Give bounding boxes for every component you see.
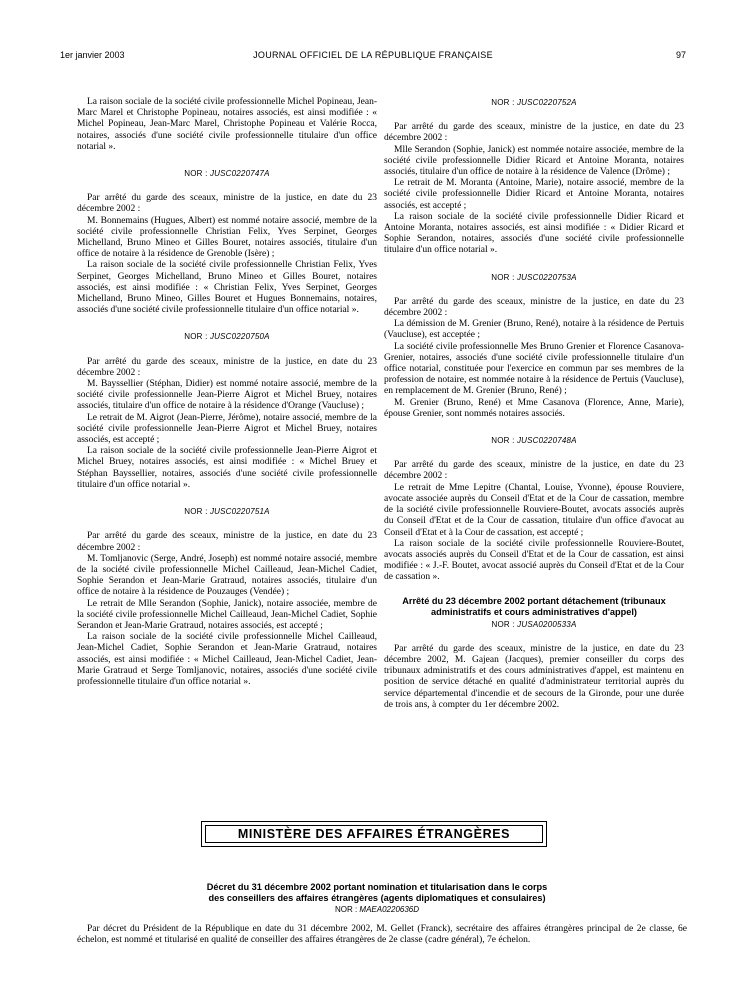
nor-code: JUSC0220752A bbox=[516, 98, 577, 107]
paragraph: Mlle Serandon (Sophie, Janick) est nommée notaire associée, membre de la société civile professionnelle Didier Ricard et Antoine Moranta, notaires associés, titulaire d'un office de notaire à la résidence de Valence (Drôme) ; bbox=[384, 144, 684, 178]
nor-reference: NOR : MAEA0220636D bbox=[334, 905, 420, 914]
nor-reference: NOR : JUSC0220752A bbox=[491, 98, 577, 107]
arrete-heading: Arrêté du 23 décembre 2002 portant détachement (tribunaux administratifs et cours administratives d'appel) bbox=[402, 595, 666, 617]
nor-reference: NOR : JUSC0220753A bbox=[491, 272, 577, 282]
paragraph: M. Bayssellier (Stéphan, Didier) est nommé notaire associé, membre de la société civile professionnelle Jean-Pierre Aigrot et Michel Bruey, notaires associés, titulaire d'un office de notaire à la résidence d'Orange (Vaucluse) ; bbox=[77, 379, 377, 412]
nor-reference: NOR : JUSC0220747A bbox=[184, 169, 270, 179]
page-header bbox=[60, 50, 686, 64]
decree-title-line: des conseillers des affaires étrangères (agents diplomatiques et consulaires) bbox=[208, 893, 546, 903]
paragraph: Le retrait de M. Moranta (Antoine, Marie), notaire associé, membre de la société civile professionnelle Didier Ricard et Antoine Moranta, notaires associés, est accepté ; bbox=[384, 178, 684, 211]
paragraph: La raison sociale de la société civile professionnelle Didier Ricard et Antoine Moranta, notaires associés, est ainsi modifiée : « Didier Ricard et Sophie Serandon, notaires, associés d'une société civile professionnelle titulaire d'un office notarial ». bbox=[384, 211, 684, 256]
page-number: 97 bbox=[675, 50, 686, 60]
nor-code: JUSA0200533A bbox=[517, 619, 577, 629]
paragraph: Par arrêté du garde des sceaux, ministre de la justice, en date du 23 décembre 2002 : bbox=[77, 193, 377, 215]
paragraph: La démission de M. Grenier (Bruno, René), notaire à la résidence de Pertuis (Vaucluse), est acceptée ; bbox=[384, 319, 684, 341]
paragraph: Par arrêté du garde des sceaux, ministre de la justice, en date du 23 décembre 2002 : bbox=[384, 296, 684, 319]
nor-code: JUSC0220753A bbox=[516, 272, 577, 282]
ministry-heading: MINISTÈRE DES AFFAIRES ÉTRANGÈRES bbox=[205, 825, 543, 843]
nor-code: MAEA0220636D bbox=[359, 905, 420, 914]
paragraph: La raison sociale de la société civile professionnelle Michel Popineau, Jean-Marc Marel et Christophe Popineau, notaires associés, est ainsi modifiée : « Michel Popineau, Jean-Marc Marel, Christophe Popineau et Valérie Rocca, notaires, associés d'une société civile professionnelle titulaire d'un office notarial ». bbox=[77, 97, 377, 152]
right-column bbox=[384, 97, 684, 711]
nor-code: JUSC0220747A bbox=[209, 169, 270, 179]
paragraph: La société civile professionnelle Mes Bruno Grenier et Florence Casanova-Grenier, notaires, associés d'une société civile professionnelle titulaire d'un office notarial, constituée pour l'exercice en commun par ses membres de la profession de notaire, est nommée notaire à la résidence de Pertuis (Vaucluse), en remplacement de M. Grenier (Bruno, René) ; bbox=[384, 341, 684, 397]
paragraph: M. Tomljanovic (Serge, André, Joseph) est nommé notaire associé, membre de la société civile professionnelle Michel Cailleaud, Jean-Michel Cadiet, Sophie Serandon et Jean-Marie Gratraud, notaires associés, titulaire d'un office de notaire à la résidence de Pouzauges (Vendée) ; bbox=[77, 553, 377, 598]
paragraph: Par arrêté du garde des sceaux, ministre de la justice, en date du 23 décembre 2002, M. Gajean (Jacques), premier conseiller du corps des tribunaux administratifs et des cours administratives d'appel, est maintenu en position de service détaché en qualité d'administrateur territorial auprès du service départemental d'incendie et de secours de la Gironde, pour une durée de trois ans, à compter du 1er décembre 2002. bbox=[384, 643, 684, 710]
nor-reference: NOR : JUSC0220751A bbox=[184, 507, 270, 517]
paragraph: La raison sociale de la société civile professionnelle Michel Cailleaud, Jean-Michel Cadiet, Sophie Serandon et Jean-Marie Gratraud, notaires associés, est ainsi modifiée : « Michel Cailleaud, Jean-Michel Cadiet, Jean-Marie Gratraud et Serge Tomljanovic, notaires, associés d'une société civile professionnelle titulaire d'un office notarial ». bbox=[77, 632, 377, 687]
ministry-heading-box bbox=[201, 821, 547, 847]
left-column bbox=[77, 97, 377, 688]
paragraph: La raison sociale de la société civile professionnelle Rouviere-Boutet, avocats associés auprès du Conseil d'Etat et de la Cour de cassation, est ainsi modifiée : « J.-F. Boutet, avocat associé auprès du Conseil d'Etat et de la Cour de cassation ». bbox=[384, 538, 684, 583]
decree-title bbox=[77, 882, 677, 904]
journal-title: JOURNAL OFFICIEL DE LA RÉPUBLIQUE FRANÇAISE bbox=[253, 50, 493, 60]
paragraph: Le retrait de M. Aigrot (Jean-Pierre, Jérôme), notaire associé, membre de la société civile professionnelle Jean-Pierre Aigrot et Michel Bruey, notaires associés, est accepté ; bbox=[77, 412, 377, 446]
paragraph: Le retrait de Mme Lepitre (Chantal, Louise, Yvonne), épouse Rouviere, avocate associée auprès du Conseil d'Etat et de la Cour de cassation, membre de la société civile professionnelle Rouviere-Boutet, avocats associés auprès du Conseil d'Etat et de la Cour de cassation, titulaire d'un office d'avocat au Conseil d'Etat et à la Cour de cassation, est accepté ; bbox=[384, 482, 684, 538]
nor-code: JUSC0220750A bbox=[209, 332, 270, 342]
paragraph: Par décret du Président de la République en date du 31 décembre 2002, M. Gellet (Franck), secrétaire des affaires étrangères principal de 2e classe, 6e échelon, est nommé et titularisé en qualité de conseiller des affaires étrangères de 2e classe (cadre général), 7e échelon. bbox=[77, 924, 687, 946]
paragraph: Par arrêté du garde des sceaux, ministre de la justice, en date du 23 décembre 2002 : bbox=[384, 460, 684, 482]
nor-reference: NOR : JUSC0220750A bbox=[184, 332, 270, 342]
paragraph: La raison sociale de la société civile professionnelle Christian Felix, Yves Serpinet, Georges Michelland, Bruno Mineo et Gilles Bouret, notaires associés, est ainsi modifiée : « Christian Felix, Yves Serpinet, Georges Michelland, Bruno Mineo, Gilles Bouret et Hugues Bonnemains, notaires, associés d'une société civile professionnelle titulaire d'un office notarial ». bbox=[77, 260, 377, 316]
header-date: 1er janvier 2003 bbox=[60, 50, 125, 60]
paragraph: Par arrêté du garde des sceaux, ministre de la justice, en date du 23 décembre 2002 : bbox=[77, 356, 377, 378]
decree-title-line: Décret du 31 décembre 2002 portant nomination et titularisation dans le corps bbox=[206, 882, 548, 892]
nor-reference: NOR : JUSA0200533A bbox=[491, 619, 577, 629]
paragraph: M. Grenier (Bruno, René) et Mme Casanova (Florence, Anne, Marie), épouse Grenier, sont nommés notaires associés. bbox=[384, 397, 684, 419]
decree-body bbox=[77, 924, 687, 946]
paragraph: La raison sociale de la société civile professionnelle Jean-Pierre Aigrot et Michel Bruey, notaires associés, est ainsi modifiée : « Michel Bruey et Stéphan Bayssellier, notaires, associés d'une société civile professionnelle titulaire d'un office notarial ». bbox=[77, 446, 377, 490]
paragraph: Par arrêté du garde des sceaux, ministre de la justice, en date du 23 décembre 2002 : bbox=[77, 531, 377, 553]
paragraph: Le retrait de Mlle Serandon (Sophie, Janick), notaire associée, membre de la société civile professionnelle Michel Cailleaud, Jean-Michel Cadiet, Sophie Serandon et Jean-Marie Gratraud, notaires associés, est accepté ; bbox=[77, 598, 377, 631]
paragraph: M. Bonnemains (Hugues, Albert) est nommé notaire associé, membre de la société civile professionnelle Christian Felix, Yves Serpinet, Georges Michelland, Bruno Mineo et Gilles Bouret, notaires associés, titulaire d'un office de notaire à la résidence de Grenoble (Isère) ; bbox=[77, 215, 377, 260]
nor-code: JUSC0220748A bbox=[516, 436, 577, 446]
nor-reference: NOR : JUSC0220748A bbox=[491, 436, 577, 446]
paragraph: Par arrêté du garde des sceaux, ministre de la justice, en date du 23 décembre 2002 : bbox=[384, 122, 684, 144]
nor-code: JUSC0220751A bbox=[209, 507, 270, 517]
